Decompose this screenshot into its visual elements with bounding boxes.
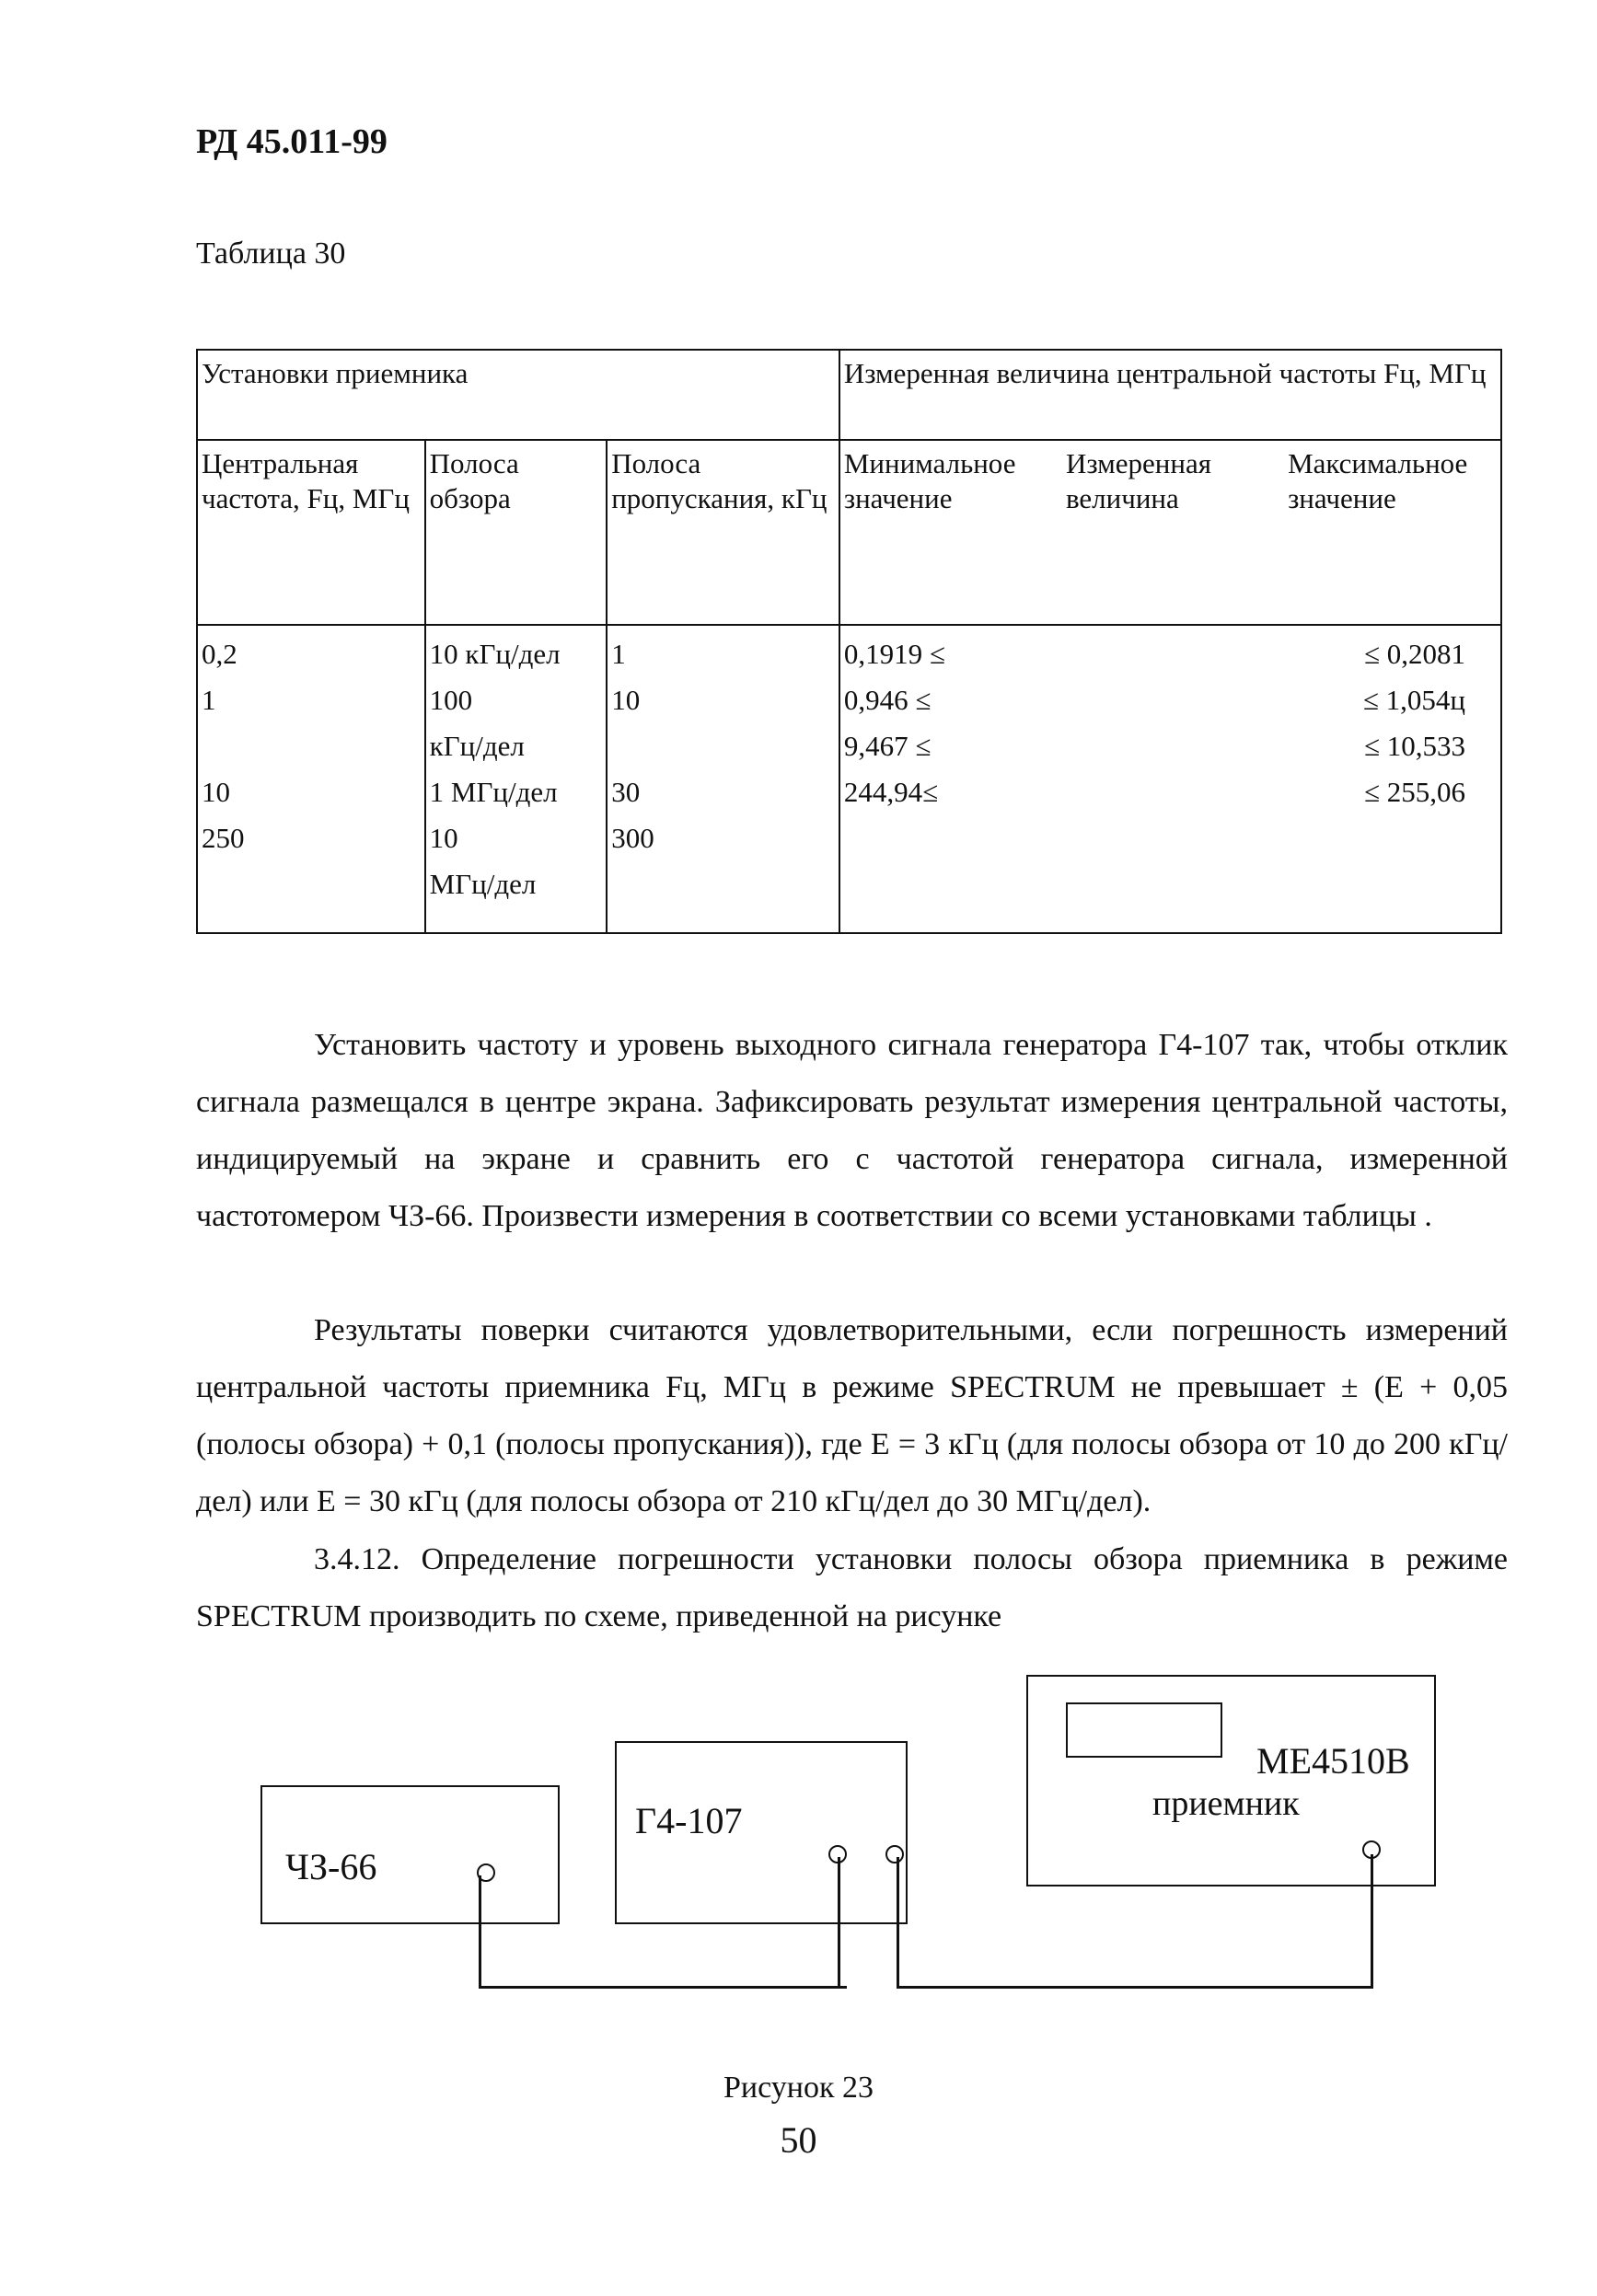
table-cell: 10 bbox=[202, 776, 230, 808]
paragraph-3: 3.4.12. Определение погрешности установки полосы обзора приемника в режиме SPECTRUM производить по схеме, приведенной на рисунке bbox=[196, 1542, 1508, 1633]
column-header-max: Максимальное значение bbox=[1288, 447, 1468, 514]
wire bbox=[838, 1857, 840, 1988]
generator-label: Г4-107 bbox=[635, 1800, 743, 1841]
wire bbox=[479, 1986, 847, 1989]
column-header-center-frequency: Центральная частота, Fц, МГц bbox=[197, 440, 425, 625]
paragraph-2: Результаты поверки считаются удовлетворительными, если погрешность измерений центральной частоты приемника Fц, МГц в режиме SPECTRUM не превышает ± (Е + 0,05 (полосы обзора) + 0,1 (полосы пропускания)), где Е = 3 кГц (для полосы обзора от 10 до 200 кГц/дел) или Е = 30 кГц (для полосы обзора от 210 кГц/дел до 30 МГц/дел). bbox=[196, 1313, 1508, 1518]
group-header-receiver-settings: Установки приемника bbox=[197, 350, 839, 440]
min-value: 0,1919 ≤ bbox=[843, 638, 945, 670]
max-value: ≤ 255,06 bbox=[1363, 776, 1465, 808]
column-header-min: Минимальное значение bbox=[843, 447, 1016, 514]
table-cell: 250 bbox=[202, 822, 245, 854]
column-header-measured: Измеренная величина bbox=[1065, 447, 1211, 514]
min-value: 9,467 ≤ bbox=[843, 730, 932, 762]
connection-diagram bbox=[0, 1675, 1597, 2025]
span-values bbox=[425, 625, 608, 933]
receiver-display-icon bbox=[1066, 1702, 1222, 1758]
max-value: ≤ 0,2081 bbox=[1363, 638, 1465, 670]
table-caption: Таблица 30 bbox=[196, 237, 346, 271]
max-value: ≤ 1,054ц bbox=[1362, 684, 1465, 716]
figure-caption: Рисунок 23 bbox=[723, 2071, 874, 2105]
table-row bbox=[844, 677, 1497, 723]
table-cell: 1 bbox=[611, 638, 626, 670]
table-cell bbox=[202, 723, 421, 769]
table-30 bbox=[196, 349, 1502, 934]
measured-range-values bbox=[839, 625, 1501, 933]
table-cell: 300 bbox=[611, 822, 654, 854]
table-cell: 0,2 bbox=[202, 638, 237, 670]
group-header-measured-value: Измеренная величина центральной частоты Fц, МГц bbox=[839, 350, 1501, 440]
table-cell: 10 кГц/дел bbox=[429, 638, 561, 670]
column-header-measured-group bbox=[839, 440, 1501, 625]
table-cell: 100 bbox=[429, 684, 473, 716]
min-value: 0,946 ≤ bbox=[843, 684, 932, 716]
wire bbox=[897, 1986, 1373, 1989]
table-row bbox=[844, 723, 1497, 769]
table-cell: 30 bbox=[611, 776, 641, 808]
wire bbox=[1371, 1854, 1373, 1988]
paragraph-1: Установить частоту и уровень выходного сигнала генератора Г4-107 так, чтобы отклик сигнала размещался в центре экрана. Зафиксировать результат измерения центральной частоты, индицируемый на экране и сравнить его с частотой генератора сигнала, измеренной частотомером ЧЗ-66. Произвести измерения в соответствии со всеми установками таблицы . bbox=[196, 1028, 1508, 1233]
table-cell: 10 bbox=[429, 822, 458, 854]
table-row bbox=[844, 631, 1497, 677]
min-value: 244,94≤ bbox=[843, 776, 939, 808]
table-cell: МГц/дел bbox=[429, 868, 537, 900]
document-code: РД 45.011-99 bbox=[196, 122, 388, 161]
table-cell: 1 МГц/дел bbox=[429, 776, 558, 808]
column-header-bandwidth: Полоса пропускания, кГц bbox=[607, 440, 839, 625]
column-header-span: Полоса обзора bbox=[425, 440, 608, 625]
bandwidth-values bbox=[607, 625, 839, 933]
generator-port-2-icon bbox=[885, 1845, 904, 1863]
max-value: ≤ 10,533 bbox=[1363, 730, 1465, 762]
freq-meter-label: ЧЗ-66 bbox=[285, 1846, 377, 1887]
wire bbox=[897, 1857, 899, 1988]
wire bbox=[479, 1875, 481, 1988]
table-row bbox=[844, 769, 1497, 815]
table-cell: кГц/дел bbox=[429, 730, 525, 762]
table-cell: 1 bbox=[202, 684, 216, 716]
table-cell bbox=[611, 723, 835, 769]
receiver-model: МЕ4510В bbox=[1256, 1740, 1410, 1782]
page-number: 50 bbox=[780, 2119, 817, 2161]
receiver-label: приемник bbox=[1152, 1784, 1300, 1823]
center-frequency-values bbox=[197, 625, 425, 933]
table-cell: 10 bbox=[611, 684, 641, 716]
